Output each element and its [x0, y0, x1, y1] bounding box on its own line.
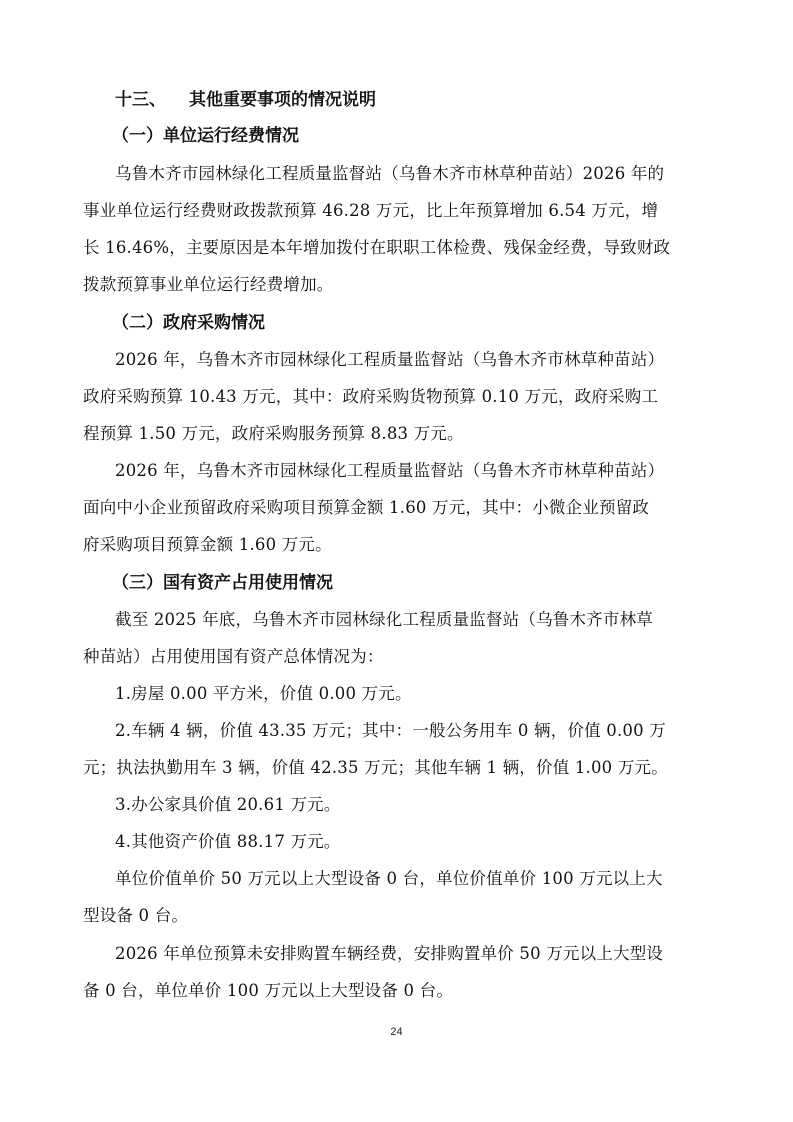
paragraph-line: 单位价值单价 50 万元以上大型设备 0 台，单位价值单价 100 万元以上大: [115, 869, 663, 888]
paragraph-line: 府采购项目预算金额 1.60 万元。: [83, 535, 332, 554]
paragraph-line: 长 16.46%，主要原因是本年增加拨付在职职工体检费、残保金经费，导致财政: [83, 238, 671, 257]
asset-item-vehicles-cont: 元；执法执勤用车 3 辆，价值 42.35 万元；其他车辆 1 辆，价值 1.00 万元。: [83, 758, 668, 777]
section-title-number: 十三、: [115, 90, 166, 110]
subsection-heading-procurement: （二）政府采购情况: [112, 313, 265, 333]
paragraph-line: 2026 年，乌鲁木齐市园林绿化工程质量监督站（乌鲁木齐市林草种苗站）: [115, 461, 665, 480]
paragraph-line: 2026 年单位预算未安排购置车辆经费，安排购置单价 50 万元以上大型设: [115, 944, 664, 963]
paragraph-line: 乌鲁木齐市园林绿化工程质量监督站（乌鲁木齐市林草种苗站）2026 年的: [115, 164, 665, 183]
paragraph-line: 2026 年，乌鲁木齐市园林绿化工程质量监督站（乌鲁木齐市林草种苗站）: [115, 350, 665, 369]
paragraph-line: 面向中小企业预留政府采购项目预算金额 1.60 万元，其中：小微企业预留政: [83, 498, 650, 517]
subsection-heading-state-assets: （三）国有资产占用使用情况: [112, 573, 333, 593]
asset-item-furniture: 3.办公家具价值 20.61 万元。: [115, 795, 341, 814]
subsection-heading-operating-costs: （一）单位运行经费情况: [112, 126, 299, 146]
paragraph-line: 种苗站）占用使用国有资产总体情况为：: [83, 647, 384, 666]
paragraph-line: 事业单位运行经费财政拨款预算 46.28 万元，比上年预算增加 6.54 万元，增: [83, 201, 659, 220]
asset-item-vehicles: 2.车辆 4 辆，价值 43.35 万元；其中：一般公务用车 0 辆，价值 0.00 万: [115, 721, 666, 740]
asset-item-housing: 1.房屋 0.00 平方米，价值 0.00 万元。: [115, 684, 412, 703]
asset-item-other: 4.其他资产价值 88.17 万元。: [115, 832, 341, 851]
page-number: 24: [390, 1026, 403, 1038]
paragraph-line: 拨款预算事业单位运行经费增加。: [83, 275, 334, 294]
paragraph-line: 程预算 1.50 万元，政府采购服务预算 8.83 万元。: [83, 424, 464, 443]
section-title: 其他重要事项的情况说明: [189, 90, 376, 110]
paragraph-line: 型设备 0 台。: [83, 906, 189, 925]
paragraph-line: 政府采购预算 10.43 万元，其中：政府采购货物预算 0.10 万元，政府采购工: [83, 387, 659, 406]
paragraph-line: 备 0 台，单位单价 100 万元以上大型设备 0 台。: [83, 981, 454, 1000]
paragraph-line: 截至 2025 年底，乌鲁木齐市园林绿化工程质量监督站（乌鲁木齐市林草: [115, 610, 653, 629]
